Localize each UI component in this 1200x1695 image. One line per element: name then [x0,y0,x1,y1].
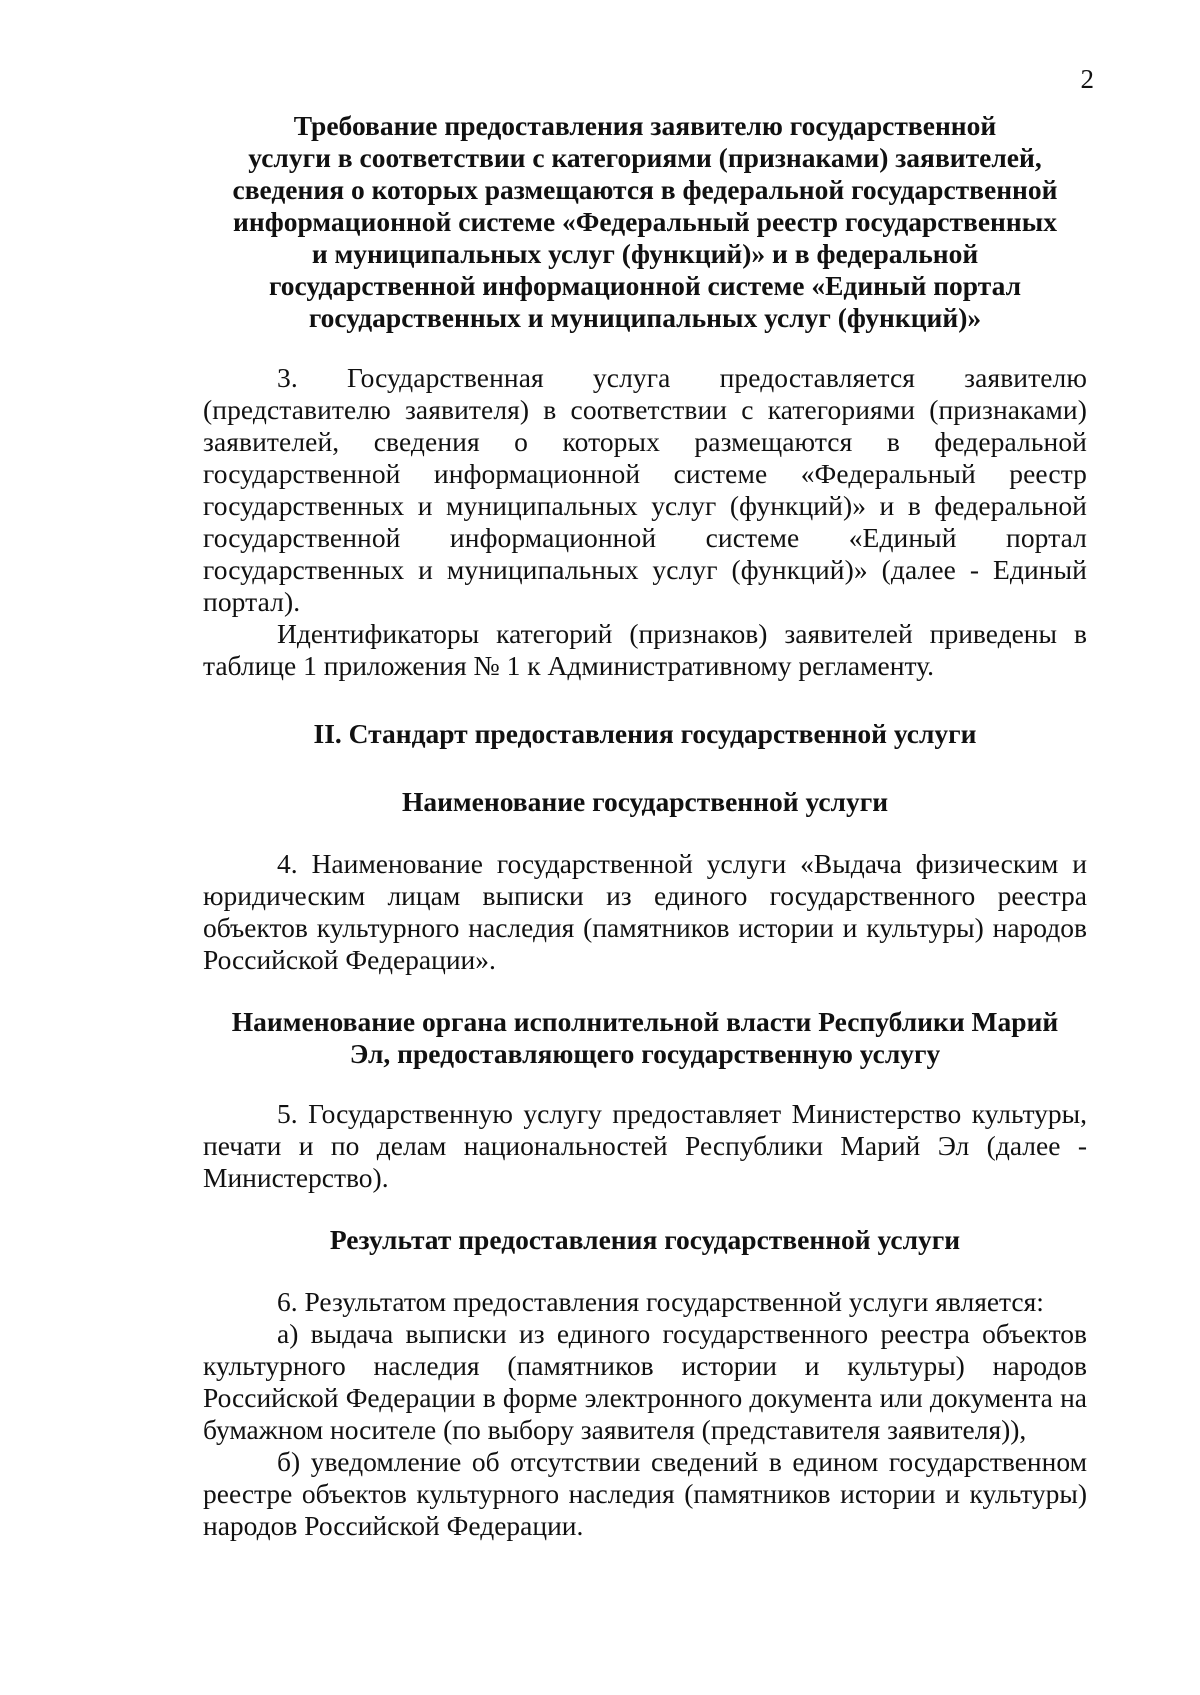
section-heading-standard: II. Стандарт предоставления государственной услуги [313,718,977,749]
paragraph-6b: б) уведомление об отсутствии сведений в едином государственном реестре объектов культурного наследия (памятников истории и культуры) народов Российской Федерации. [203,1446,1087,1541]
section-heading-applicant-categories: Требование предоставления заявителю государственной услуги в соответствии с категориями (признаками) заявителей, сведения о которых размещаются в федеральной государственной информационной системе «Федеральный реестр государственных и муниципальных услуг (функций)» и в федеральной государственной информационной системе «Единый портал государственных и муниципальных услуг (функций)» [232,110,1058,333]
paragraph-5: 5. Государственную услугу предоставляет Министерство культуры, печати и по делам национальностей Республики Марий Эл (далее - Министерство). [203,1098,1087,1193]
paragraph-3-identifiers: Идентификаторы категорий (признаков) заявителей приведены в таблице 1 приложения № 1 к Административному регламенту. [203,618,1087,681]
section-heading-authority: Наименование органа исполнительной власти Республики Марий Эл, предоставляющего государственную услугу [231,1006,1059,1069]
page-number: 2 [1080,64,1094,94]
paragraph-3: 3. Государственная услуга предоставляется заявителю (представителю заявителя) в соответствии с категориями (признаками) заявителей, сведения о которых размещаются в федеральной государственной информационной системе «Федеральный реестр государственных и муниципальных услуг (функций)» и в федеральной государственной информационной системе «Единый портал государственных и муниципальных услуг (функций)» (далее - Единый портал). [203,362,1087,617]
paragraph-4: 4. Наименование государственной услуги «Выдача физическим и юридическим лицам выписки из единого государственного реестра объектов культурного наследия (памятников истории и культуры) народов Российской Федерации». [203,848,1087,975]
document-body [203,110,1087,1542]
paragraph-6: 6. Результатом предоставления государственной услуги является: [277,1286,1044,1317]
section-heading-service-name: Наименование государственной услуги [401,786,889,817]
section-heading-result: Результат предоставления государственной услуги [329,1224,961,1255]
paragraph-6a: а) выдача выписки из единого государственного реестра объектов культурного наследия (памятников истории и культуры) народов Российской Федерации в форме электронного документа или документа на бумажном носителе (по выбору заявителя (представителя заявителя)), [203,1318,1087,1445]
